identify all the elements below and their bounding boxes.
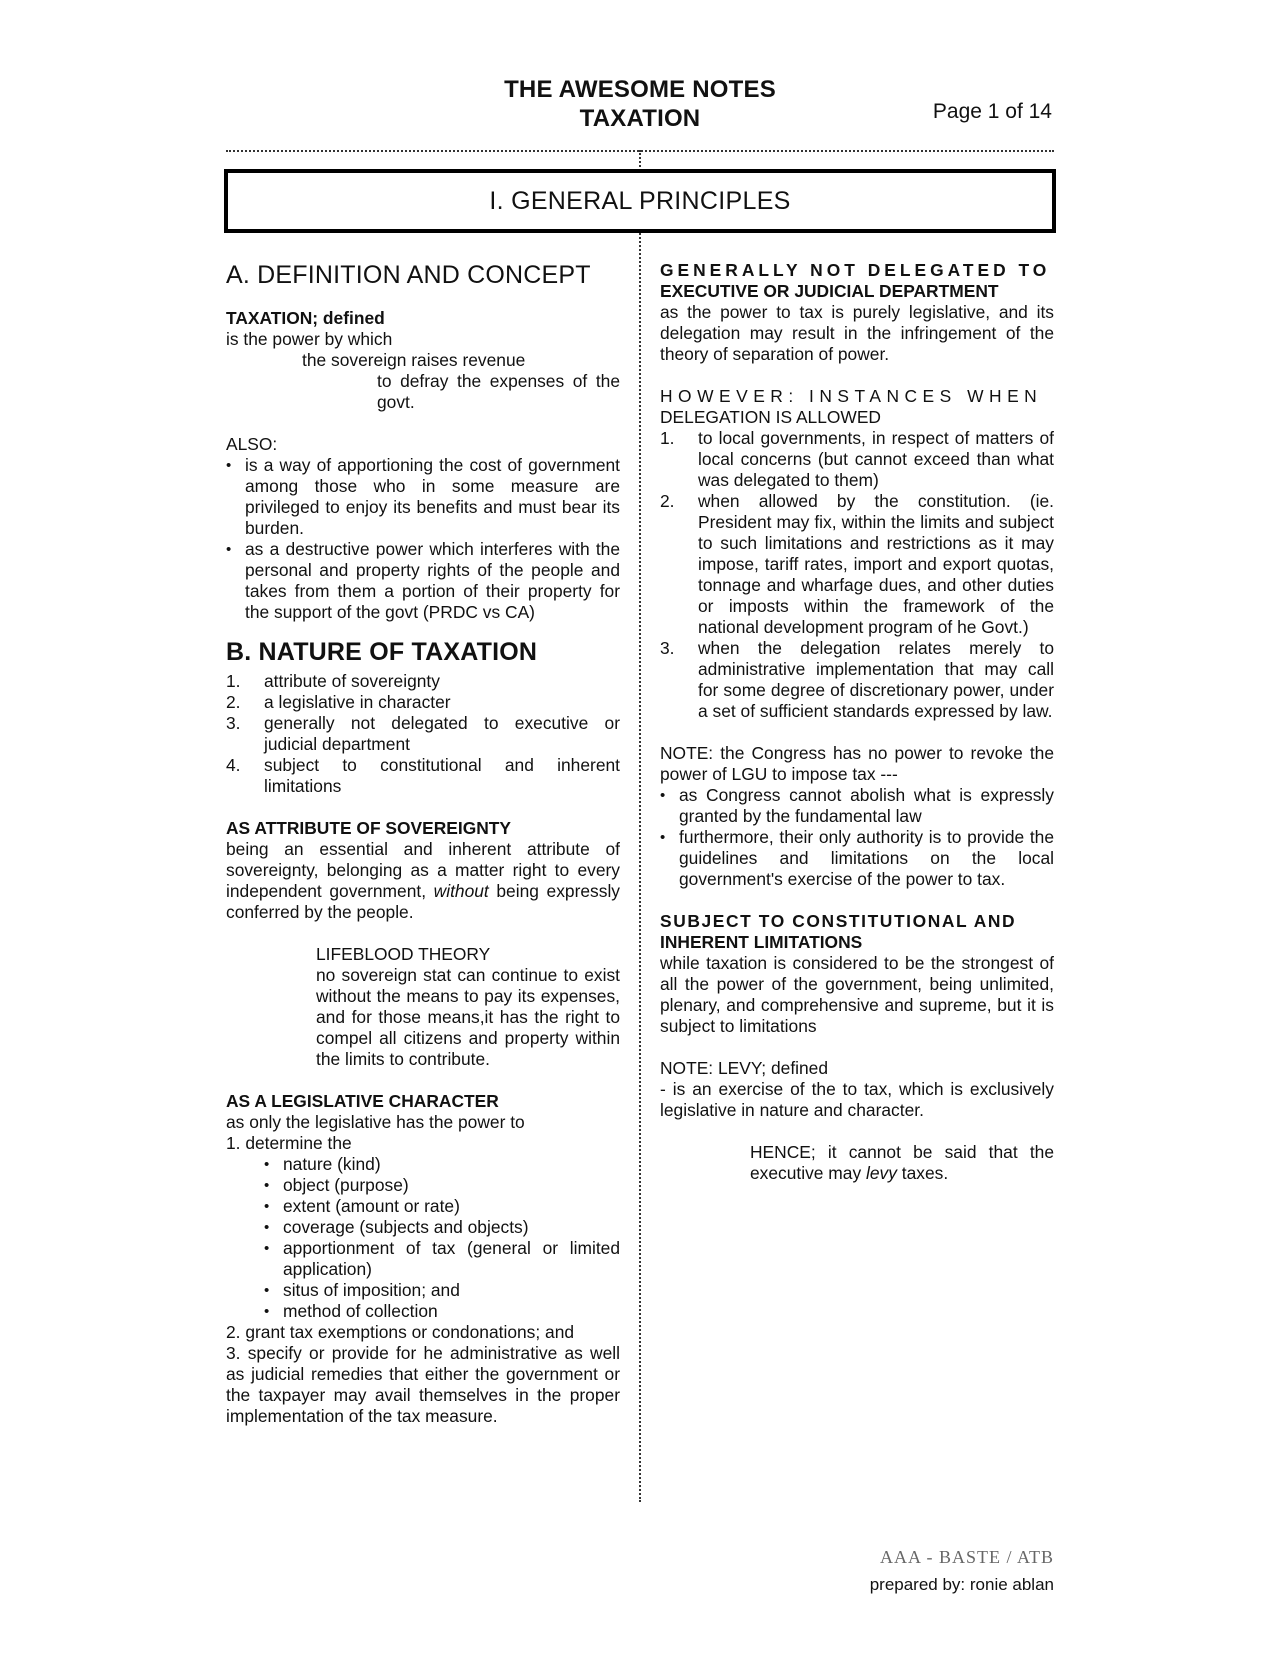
legislative-heading: AS A LEGISLATIVE CHARACTER bbox=[226, 1091, 499, 1111]
levy-text: - is an exercise of the to tax, which is exclusively legislative in nature and character. bbox=[660, 1079, 1054, 1120]
legislative-item-3: 3. specify or provide for he administrative as well as judicial remedies that either the government or the taxpayer may avail themselves in the proper implementation of the tax measure. bbox=[226, 1343, 620, 1426]
list-item: • situs of imposition; and bbox=[264, 1280, 620, 1301]
page-number: Page 1 of 14 bbox=[932, 100, 1052, 123]
list-item: • furthermore, their only authority is to provide the guidelines and limitations on the local government's exercise of the power to tax. bbox=[660, 827, 1054, 890]
list-item: 3. generally not delegated to executive or judicial department bbox=[226, 713, 620, 754]
limitations-heading-line-1: SUBJECT TO CONSTITUTIONAL AND bbox=[660, 911, 1017, 931]
definition-line-3: to defray the expenses of the govt. bbox=[377, 371, 620, 412]
legislative-intro: as only the legislative has the power to bbox=[226, 1112, 525, 1132]
list-item: • as a destructive power which interferes with the personal and property rights of the people and takes from them a portion of their property for the support of the govt (PRDC vs CA) bbox=[226, 539, 620, 623]
not-delegated-heading-line-1: GENERALLY NOT DELEGATED TO bbox=[660, 260, 1051, 280]
determine-list bbox=[264, 1154, 620, 1322]
not-delegated-heading-line-2: EXECUTIVE OR JUDICIAL DEPARTMENT bbox=[660, 281, 999, 301]
list-item: 4. subject to constitutional and inherent limitations bbox=[226, 755, 620, 796]
list-item: • method of collection bbox=[264, 1301, 620, 1322]
also-label: ALSO: bbox=[226, 434, 278, 454]
congress-note: NOTE: the Congress has no power to revoke the power of LGU to impose tax --- bbox=[660, 743, 1054, 784]
heading-definition: A. DEFINITION AND CONCEPT bbox=[226, 261, 591, 289]
definition-line-1: is the power by which bbox=[226, 329, 393, 349]
list-item: • object (purpose) bbox=[264, 1175, 620, 1196]
list-item: 3. when the delegation relates merely to administrative implementation that may call for some degree of discretionary power, under a set of sufficient standards expressed by law. bbox=[660, 638, 1054, 721]
also-list bbox=[226, 455, 620, 623]
list-item: 2. when allowed by the constitution. (ie. President may fix, within the limits and subject to such limitations and restrictions as it may impose, tariff rates, import and export quotas, tonnage and wharfage dues, and other duties or imposts within the framework of the national development program of he Govt.) bbox=[660, 491, 1054, 637]
delegation-list bbox=[660, 428, 1054, 722]
list-item: • extent (amount or rate) bbox=[264, 1196, 620, 1217]
sovereignty-text: being an essential and inherent attribute of sovereignty, belonging as a matter right to every independent government, without being expressly conferred by the people. bbox=[226, 839, 621, 922]
hence-text: HENCE; it cannot be said that the executive may levy taxes. bbox=[750, 1142, 1054, 1183]
not-delegated-text: as the power to tax is purely legislative, and its delegation may result in the infringement of the theory of separation of power. bbox=[660, 302, 1054, 364]
however-heading-line-2: DELEGATION IS ALLOWED bbox=[660, 407, 881, 427]
list-item: 2. a legislative in character bbox=[226, 692, 451, 712]
column-divider bbox=[639, 150, 641, 1502]
limitations-text: while taxation is considered to be the strongest of all the power of the government, being unlimited, plenary, and comprehensive and supreme, but it is subject to limitations bbox=[660, 953, 1054, 1036]
congress-note-list bbox=[660, 785, 1054, 890]
list-item: 1. to local governments, in respect of matters of local concerns (but cannot exceed than what was delegated to them) bbox=[660, 428, 1054, 490]
list-item: • as Congress cannot abolish what is expressly granted by the fundamental law bbox=[660, 785, 1054, 827]
nature-list bbox=[226, 671, 620, 797]
levy-heading: NOTE: LEVY; defined bbox=[660, 1058, 829, 1078]
legislative-item-2: 2. grant tax exemptions or condonations; and bbox=[226, 1322, 575, 1342]
lifeblood-heading: LIFEBLOOD THEORY bbox=[316, 944, 491, 964]
list-item: • apportionment of tax (general or limited application) bbox=[264, 1238, 620, 1280]
legislative-item-1: 1. determine the bbox=[226, 1133, 352, 1153]
heading-nature: B. NATURE OF TAXATION bbox=[226, 638, 538, 666]
document-title: THE AWESOME NOTES bbox=[504, 76, 776, 103]
list-item: • nature (kind) bbox=[264, 1154, 620, 1175]
left-column bbox=[226, 260, 620, 1427]
sovereignty-heading: AS ATTRIBUTE OF SOVEREIGNTY bbox=[226, 818, 512, 838]
list-item: • is a way of apportioning the cost of government among those who in some measure are privileged to enjoy its benefits and must bear its burden. bbox=[226, 455, 620, 539]
list-item: • coverage (subjects and objects) bbox=[264, 1217, 620, 1238]
document-subtitle: TAXATION bbox=[579, 105, 701, 132]
however-heading-line-1: HOWEVER: INSTANCES WHEN bbox=[660, 386, 1043, 406]
definition-line-2: the sovereign raises revenue bbox=[302, 350, 526, 370]
footer-author: prepared by: ronie ablan bbox=[869, 1575, 1054, 1594]
right-column bbox=[660, 260, 1054, 1184]
footer-credit: AAA - BASTE / ATB bbox=[879, 1547, 1054, 1567]
limitations-heading-line-2: INHERENT LIMITATIONS bbox=[660, 932, 863, 952]
section-title: I. GENERAL PRINCIPLES bbox=[224, 169, 1056, 233]
lifeblood-text: no sovereign stat can continue to exist without the means to pay its expenses, and for those means,it has the right to compel all citizens and property within the limits to contribute. bbox=[316, 965, 620, 1069]
taxation-defined-heading: TAXATION; defined bbox=[226, 308, 385, 328]
list-item: 1. attribute of sovereignty bbox=[226, 671, 440, 691]
